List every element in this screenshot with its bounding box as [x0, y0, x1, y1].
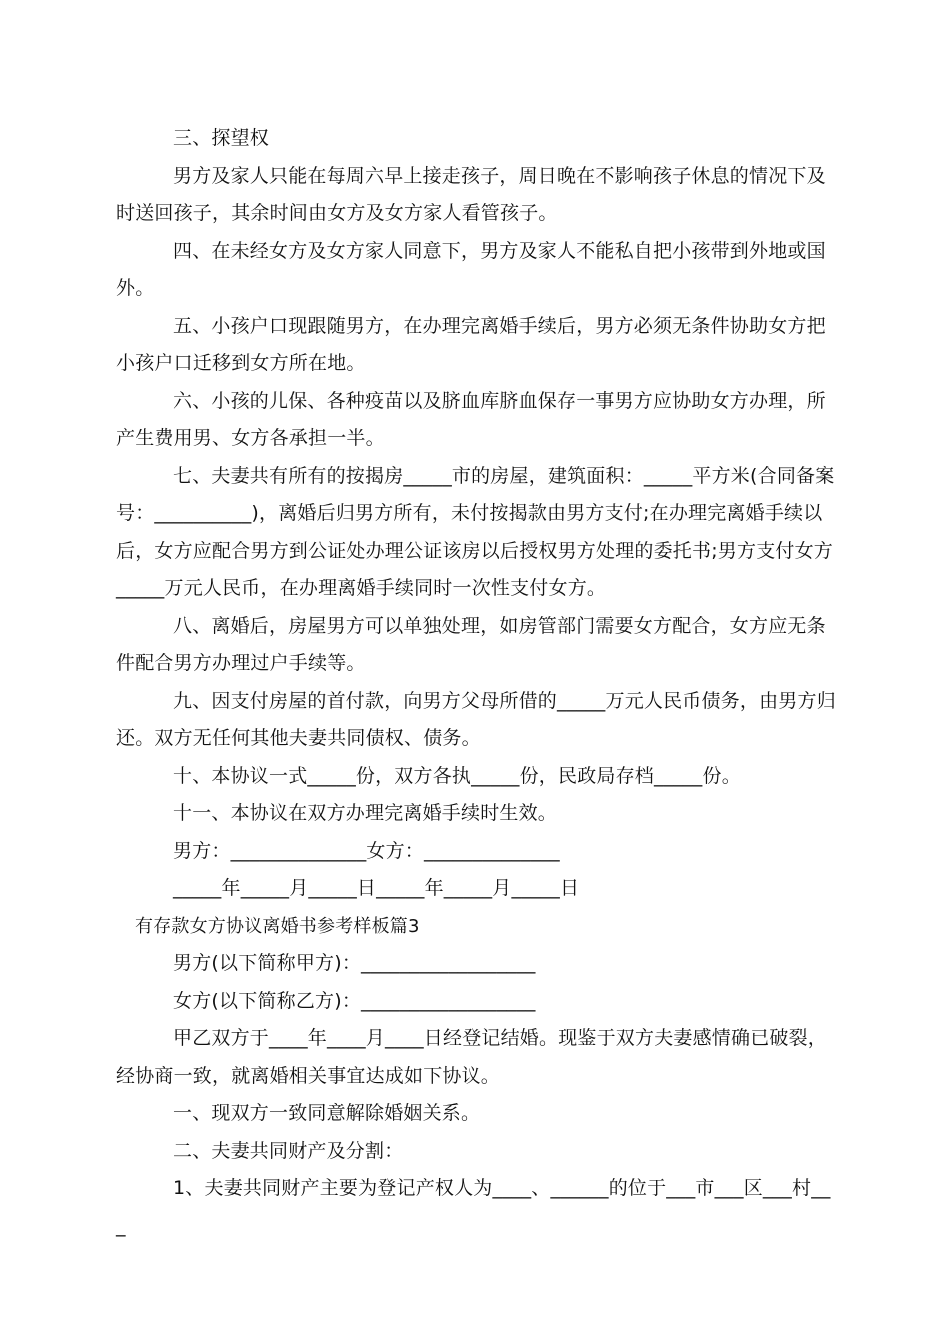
paragraph-clause-four: 四、在未经女方及女方家人同意下，男方及家人不能私自把小孩带到外地或国外。 — [116, 239, 826, 299]
signature-line: 男方：______________女方：______________ — [173, 839, 560, 862]
paragraph-clause-six: 六、小孩的儿保、各种疫苗以及脐血库脐血保存一事男方应协助女方办理，所产生费用男、女方各承担一半。 — [116, 389, 826, 449]
paragraph-clause-nine: 九、因支付房屋的首付款，向男方父母所借的_____万元人民币债务，由男方归还。双方无任何其他夫妻共同债权、债务。 — [116, 689, 836, 749]
date-line: _____年_____月_____日_____年_____月_____日 — [173, 877, 580, 899]
section-title-template-3: 有存款女方协议离婚书参考样板篇3 — [135, 915, 420, 937]
party-b-line: 女方(以下简称乙方)：__________________ — [173, 989, 536, 1012]
paragraph-property-one: 1、夫妻共同财产主要为登记产权人为____、______的位于___市___区___村___ — [116, 1177, 831, 1237]
paragraph-clause-seven: 七、夫妻共有所有的按揭房_____市的房屋，建筑面积：_____平方米(合同备案号：__________)，离婚后归男方所有，未付按揭款由男方支付;在办理完离婚手续以后，女方应配合男方到公证处办理公证该房以后授权男方处理的委托书;男方支付女方_____万元人民币，在办理离婚手续同时一次性支付女方。 — [116, 464, 835, 599]
paragraph-clause-five: 五、小孩户口现跟随男方，在办理完离婚手续后，男方必须无条件协助女方把小孩户口迁移到女方所在地。 — [116, 314, 826, 374]
document-body — [116, 120, 836, 1245]
paragraph-visitation-terms: 男方及家人只能在每周六早上接走孩子，周日晚在不影响孩子休息的情况下及时送回孩子，其余时间由女方及女方家人看管孩子。 — [116, 164, 826, 224]
paragraph-marriage-statement: 甲乙双方于____年____月____日经登记结婚。现鉴于双方夫妻感情确已破裂，经协商一致，就离婚相关事宜达成如下协议。 — [116, 1027, 828, 1087]
paragraph-clause-ten: 十、本协议一式_____份，双方各执_____份，民政局存档_____份。 — [173, 764, 741, 787]
paragraph-agreement-two: 二、夫妻共同财产及分割： — [173, 1139, 404, 1162]
party-a-line: 男方(以下简称甲方)：__________________ — [173, 952, 536, 974]
paragraph-clause-eleven: 十一、本协议在双方办理完离婚手续时生效。 — [173, 802, 558, 824]
paragraph-agreement-one: 一、现双方一致同意解除婚姻关系。 — [173, 1102, 481, 1124]
paragraph-clause-eight: 八、离婚后，房屋男方可以单独处理，如房管部门需要女方配合，女方应无条件配合男方办理过户手续等。 — [116, 614, 826, 674]
section-heading-visitation: 三、探望权 — [173, 127, 270, 149]
